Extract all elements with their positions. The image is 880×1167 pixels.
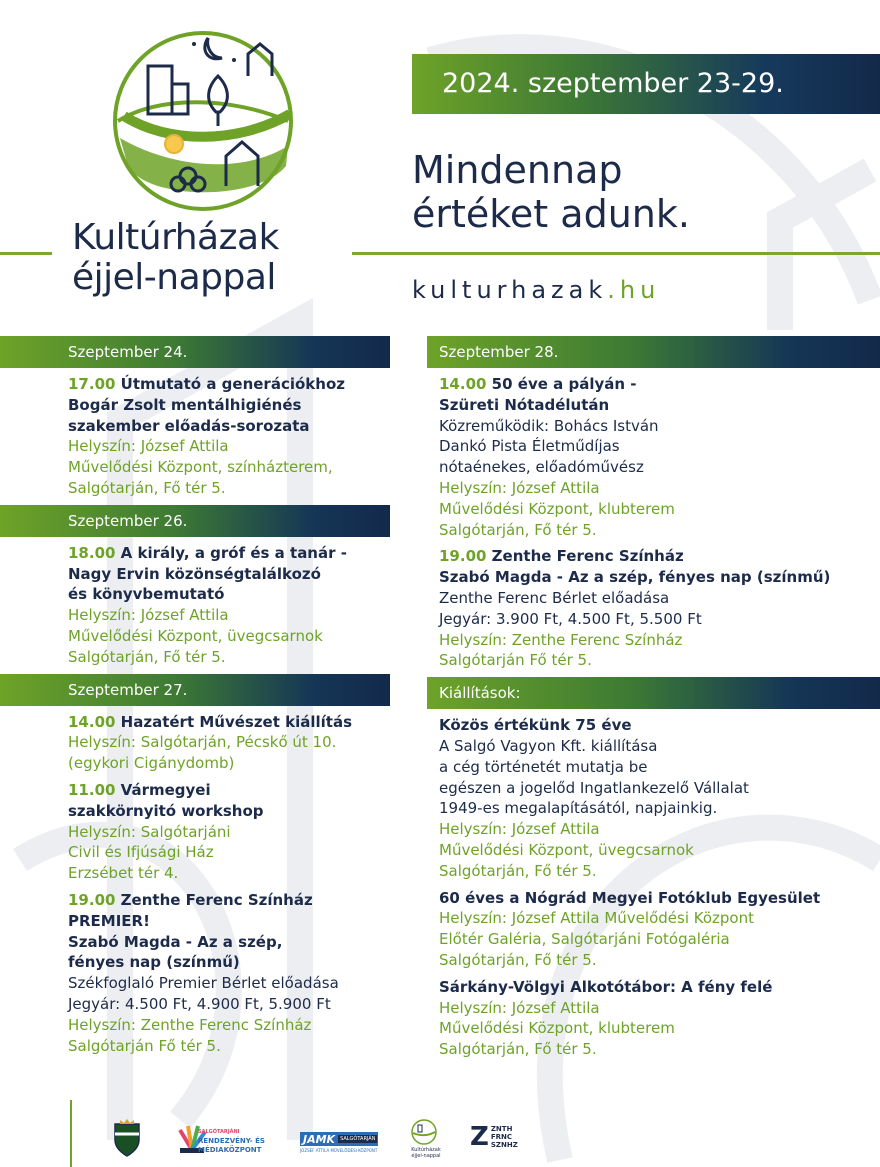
- kulturhazak-small-line: éjjel-nappal: [411, 1153, 441, 1159]
- footer-accent-bar: [70, 1100, 72, 1167]
- event-title: [439, 546, 880, 567]
- tagline-line1: Mindennap: [412, 148, 623, 192]
- event-title-text: A király, a gróf és a tanár -: [115, 543, 347, 562]
- tagline-line2: értéket adunk.: [412, 192, 690, 236]
- media-center-name: [198, 1128, 265, 1155]
- right-divider-line: [352, 252, 880, 255]
- event-time: 19.00: [439, 547, 487, 566]
- event-sep28-1: [427, 374, 880, 540]
- zenthe-logo-line: ZNTH: [490, 1125, 513, 1133]
- jamk-logo: [300, 1132, 378, 1156]
- jamk-logo-text: JAMK: [303, 1132, 336, 1146]
- event-sep27-2: [0, 780, 390, 884]
- event-time: 18.00: [68, 543, 116, 562]
- zenthe-logo-line: SZNHZ: [490, 1141, 518, 1149]
- event-title: [439, 374, 880, 395]
- exhibition-venue: Helyszín: József Attila: [439, 820, 600, 839]
- event-time: 11.00: [68, 780, 116, 799]
- event-venue: Helyszín: József Attila: [439, 478, 600, 497]
- day-heading-sep27: Szeptember 27.: [0, 674, 390, 706]
- tagline: [412, 148, 690, 236]
- jamk-logo-tag: SALGÓTARJÁN: [340, 1136, 376, 1142]
- event-title-line: és könyvbemutató: [68, 585, 225, 604]
- event-title-text: Útmutató a generációkhoz: [115, 375, 345, 393]
- exhibition-item-3: [427, 977, 880, 1060]
- website-tld: .hu: [607, 276, 661, 304]
- event-title-line: Szabó Magda - Az a szép, fényes nap (színmű): [439, 568, 831, 587]
- exhibition-venue: Salgótarján, Fő tér 5.: [439, 950, 597, 969]
- event-time: 17.00: [68, 375, 116, 393]
- event-venue: Salgótarján, Fő tér 5.: [68, 478, 226, 497]
- exhibition-venue: Előtér Galéria, Salgótarjáni Fotógaléria: [439, 930, 730, 949]
- exhibition-title: Sárkány-Völgyi Alkotótábor: A fény felé: [439, 977, 773, 996]
- zenthe-theatre-logo: [470, 1124, 518, 1150]
- zenthe-logo-text: [491, 1125, 518, 1149]
- event-venue: Salgótarján, Fő tér 5.: [439, 520, 597, 539]
- left-column: [0, 336, 390, 1062]
- event-title: [68, 374, 390, 395]
- exhibitions-heading: Kiállítások:: [427, 677, 880, 709]
- exhibition-description: egészen a jogelőd Ingatlankezelő Vállalat: [439, 778, 749, 797]
- event-venue: Helyszín: Zenthe Ferenc Színház: [68, 1015, 312, 1034]
- event-venue: Helyszín: Salgótarján, Pécskő út 10.: [68, 733, 337, 752]
- jamk-logo-subtitle: JÓZSEF ATTILA MŰVELŐDÉSI KÖZPONT: [300, 1148, 378, 1153]
- exhibition-venue: Művelődési Központ, klubterem: [439, 1019, 675, 1038]
- event-ticket-price: Jegyár: 4.500 Ft, 4.900 Ft, 5.900 Ft: [68, 994, 331, 1013]
- event-title-line: Szüreti Nótadélután: [439, 395, 610, 414]
- brand-line1: Kultúrházak: [72, 217, 279, 258]
- event-title: [68, 890, 390, 911]
- event-description: nótaénekes, előadóművész: [439, 458, 644, 477]
- event-venue: Művelődési Központ, üvegcsarnok: [68, 626, 323, 645]
- salgotarjan-coat-of-arms-icon: [112, 1118, 142, 1158]
- left-divider-line: [0, 252, 52, 255]
- event-venue: Művelődési Központ, színházterem,: [68, 458, 333, 477]
- exhibition-item-1: [427, 715, 880, 881]
- event-description: Székfoglaló Premier Bérlet előadása: [68, 974, 339, 993]
- event-sep27-1: [0, 712, 390, 774]
- exhibition-venue: Helyszín: József Attila: [439, 998, 600, 1017]
- day-heading-sep24: Szeptember 24.: [0, 336, 390, 368]
- website-link[interactable]: [412, 276, 660, 304]
- event-title: [68, 780, 390, 801]
- event-title: [68, 543, 390, 564]
- event-venue: Salgótarján Fő tér 5.: [439, 651, 592, 670]
- kulturhazak-logo-icon: [108, 26, 298, 216]
- event-venue: Helyszín: József Attila: [68, 437, 229, 456]
- zenthe-logo-line: FRNC: [490, 1133, 513, 1141]
- event-title-line: fényes nap (színmű): [68, 953, 240, 972]
- event-title-line: szakkörnyitó workshop: [68, 801, 264, 820]
- event-title-line: szakember előadás-sorozata: [68, 416, 310, 435]
- media-center-line: RENDEZVÉNY- ÉS: [198, 1137, 265, 1145]
- event-time: 14.00: [439, 375, 487, 393]
- event-venue: Civil és Ifjúsági Ház: [68, 843, 214, 862]
- exhibition-venue: Helyszín: József Attila Művelődési Központ: [439, 909, 754, 928]
- event-sep27-3: [0, 890, 390, 1056]
- day-heading-sep28: Szeptember 28.: [427, 336, 880, 368]
- event-venue: Művelődési Központ, klubterem: [439, 499, 675, 518]
- sponsor-logos: [70, 1100, 880, 1167]
- right-column: [427, 336, 880, 1066]
- event-title-line: Szabó Magda - Az a szép,: [68, 932, 283, 951]
- date-range-banner: 2024. szeptember 23-29.: [412, 54, 880, 114]
- exhibition-title: 60 éves a Nógrád Megyei Fotóklub Egyesület: [439, 888, 821, 907]
- event-venue: Helyszín: Zenthe Ferenc Színház: [439, 630, 683, 649]
- kulturhazak-small-logo-icon: [410, 1118, 438, 1146]
- event-sep28-2: [427, 546, 880, 671]
- event-venue: Salgótarján, Fő tér 5.: [68, 647, 226, 666]
- event-venue: Salgótarján Fő tér 5.: [68, 1036, 221, 1055]
- event-description: Dankó Pista Életműdíjas: [439, 437, 620, 456]
- brand-line2: éjjel-nappal: [72, 257, 276, 298]
- event-title-line: Nagy Ervin közönségtalálkozó: [68, 564, 321, 583]
- exhibition-venue: Salgótarján, Fő tér 5.: [439, 861, 597, 880]
- event-time: 14.00: [68, 712, 116, 731]
- exhibition-title: Közös értékünk 75 éve: [439, 716, 632, 735]
- day-heading-sep26: Szeptember 26.: [0, 505, 390, 537]
- event-title-text: Zenthe Ferenc Színház: [115, 890, 313, 909]
- event-venue: (egykori Cigánydomb): [68, 754, 235, 773]
- website-main: kulturhazak: [412, 276, 608, 304]
- event-venue: Helyszín: József Attila: [68, 606, 229, 625]
- event-description: Zenthe Ferenc Bérlet előadása: [439, 588, 670, 607]
- event-sep24-1: [0, 374, 390, 499]
- event-title-text: Zenthe Ferenc Színház: [486, 547, 684, 566]
- kulturhazak-small-line: Kultúrházak: [411, 1147, 441, 1153]
- event-title-line: Bogár Zsolt mentálhigiénés: [68, 395, 302, 414]
- exhibition-venue: Művelődési Központ, üvegcsarnok: [439, 840, 694, 859]
- event-sep26-1: [0, 543, 390, 668]
- media-center-line: MÉDIAKÖZPONT: [198, 1146, 262, 1154]
- media-center-line: SALGÓTARJÁNI: [198, 1129, 240, 1135]
- event-venue: Helyszín: Salgótarjáni: [68, 822, 231, 841]
- brand-wordmark: [72, 218, 279, 298]
- event-title-text: Hazatért Művészet kiállítás: [115, 712, 353, 731]
- exhibition-description: 1949-es megalapításától, napjainkig.: [439, 799, 718, 818]
- event-title-text: 50 éve a pályán -: [486, 375, 637, 393]
- exhibition-item-2: [427, 888, 880, 971]
- event-title-text: Vármegyei: [115, 780, 211, 799]
- event-description: Közreműködik: Bohács István: [439, 416, 659, 435]
- exhibition-description: a cég történetét mutatja be: [439, 757, 648, 776]
- zenthe-z-icon: Z: [470, 1122, 489, 1152]
- event-venue: Erzsébet tér 4.: [68, 864, 179, 883]
- kulturhazak-small-logo-text: [406, 1147, 446, 1159]
- event-ticket-price: Jegyár: 3.900 Ft, 4.500 Ft, 5.500 Ft: [439, 609, 702, 628]
- event-time: 19.00: [68, 890, 116, 909]
- exhibition-venue: Salgótarján, Fő tér 5.: [439, 1040, 597, 1059]
- event-title-line: PREMIER!: [68, 911, 150, 930]
- exhibition-description: A Salgó Vagyon Kft. kiállítása: [439, 736, 658, 755]
- event-title: [68, 712, 390, 733]
